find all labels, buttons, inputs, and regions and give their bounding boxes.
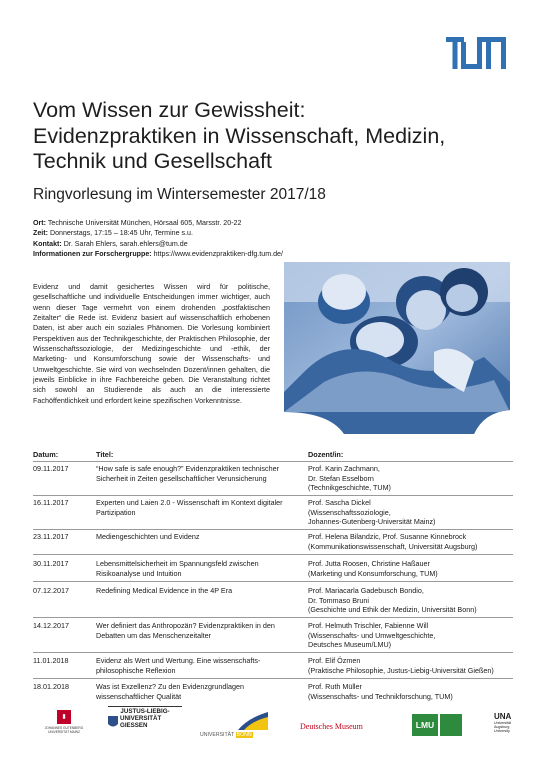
row-date: 14.12.2017: [33, 621, 69, 630]
lecturer-line: (Kommunikationswissenschaft, Universität Augsburg): [308, 541, 478, 551]
title-line: Evidenzpraktiken in Wissenschaft, Medizin,: [33, 123, 446, 148]
lecturer-line: Prof. Sascha Dickel: [308, 498, 371, 507]
augsburg-line: Augsburg: [494, 725, 510, 730]
info-label: Kontakt:: [33, 239, 62, 248]
description: Evidenz und damit gesichertes Wissen wird für politische, gesellschaftliche und individuelle Entscheidungen immer wichtiger, auch wenn dieser Tage vermehrt von einem drohenden „postfaktischen Zeitalter“ die Rede ist. Evidenz basiert auf wissenschaftlich erhobenen Daten, ist aber auch ein soziales Phänomen. Die Vorlesung kombiniert Perspektiven aus der Technikgeschichte, der Praktischen Philosophie, der Wissenschaftssoziologie, der Medizingeschichte und -ethik, der Marketing- und Konsumforschung sowie der Wissenschafts- und Umweltgeschichte. Sie wird von wechselnden Dozent/innen gehalten, die jeweils Einblicke in ihre Fachbereiche geben. Die Veranstaltung richtet sich sowohl an Studierende als auch an die interessierte Fachöffentlichkeit und erfordert keine spezifischen Vorkenntnisse.: [33, 282, 270, 405]
event-info: [33, 218, 283, 260]
lmu-wordmark: [440, 714, 462, 736]
row-date: 18.01.2018: [33, 682, 69, 691]
title-line: Vom Wissen zur Gewissheit:: [33, 98, 306, 122]
lecturer-line: (Praktische Philosophie, Justus-Liebig-Universität Gießen): [308, 665, 494, 675]
mainz-line: UNIVERSITÄT MAINZ: [48, 730, 80, 734]
row-title: “How safe is safe enough?” Evidenzpraktiken technischer Sicherheit in Zeiten gesellschaftlicher Verunsicherung: [96, 464, 279, 483]
bonn-logo: [200, 712, 270, 742]
row-lecturer: [308, 559, 518, 578]
tum-logo: [446, 37, 506, 69]
lecturer-line: (Wissenschafts- und Technikforschung, TUM): [308, 691, 453, 701]
giessen-line: GIESSEN: [120, 721, 148, 729]
lecturer-line: (Geschichte und Ethik der Medizin, Universität Bonn): [308, 605, 477, 615]
info-label: Ort:: [33, 219, 47, 227]
table-divider: [33, 617, 513, 618]
row-lecturer: [308, 464, 518, 493]
lecturer-line: Prof. Helena Bilandzic, Prof. Susanne Kinnebrock: [308, 532, 467, 541]
row-title: Evidenz als Wert und Wertung. Eine wissenschafts-philosophische Reflexion: [96, 656, 261, 675]
row-date: 30.11.2017: [33, 559, 69, 568]
augsburg-line: Universität: [494, 721, 511, 725]
lecturer-line: (Technikgeschichte, TUM): [308, 483, 391, 493]
table-divider: [33, 529, 513, 530]
row-lecturer: [308, 656, 518, 675]
header-lecturer: Dozent/in:: [308, 450, 344, 459]
lecturer-line: Prof. Helmuth Trischler, Fabienne Will: [308, 621, 429, 630]
lecturer-line: Prof. Ruth Müller: [308, 682, 362, 691]
page-subtitle: Ringvorlesung im Wintersemester 2017/18: [33, 186, 326, 203]
row-lecturer: [308, 532, 518, 551]
info-research-group: [33, 249, 283, 259]
row-date: 11.01.2018: [33, 656, 69, 665]
title-line: Technik und Gesellschaft: [33, 149, 273, 173]
bonn-emblem-icon: [238, 712, 268, 730]
augsburg-line: University: [494, 729, 510, 734]
info-contact: [33, 239, 283, 249]
info-label: Zeit:: [33, 229, 48, 238]
info-text: Donnerstags, 17:15 – 18:45 Uhr, Termine s.u.: [47, 229, 193, 238]
lecturer-line: Prof. Elif Özmen: [308, 656, 361, 665]
bonn-line: UNIVERSITÄT: [200, 732, 235, 738]
row-date: 07.12.2017: [33, 586, 69, 595]
table-divider: [33, 495, 513, 496]
giessen-line: UNIVERSITÄT: [120, 715, 162, 722]
lecturer-line: Deutsches Museum/LMU): [308, 640, 392, 650]
row-lecturer: [308, 498, 518, 527]
lecturer-line: (Marketing und Konsumforschung, TUM): [308, 568, 438, 578]
table-divider: [33, 581, 513, 582]
info-text[interactable]: https://www.evidenzpraktiken-dfg.tum.de/: [151, 250, 283, 259]
row-date: 09.11.2017: [33, 464, 69, 473]
row-date: 23.11.2017: [33, 532, 69, 541]
lecturer-line: (Wissenschafts- und Umweltgeschichte,: [308, 630, 436, 640]
lecturer-line: Prof. Karin Zachmann,: [308, 464, 380, 473]
row-date: 16.11.2017: [33, 498, 69, 507]
giessen-title: JUSTUS-LIEBIG-: [108, 706, 182, 715]
info-time: [33, 228, 283, 238]
partner-logos: [0, 700, 544, 760]
giessen-shield-icon: [108, 716, 118, 729]
row-lecturer: [308, 682, 518, 701]
info-text: Technische Universität München, Hörsaal 605, Marsstr. 20-22: [46, 219, 242, 227]
lmu-logo: LMU: [412, 714, 438, 736]
lecturer-line: Prof. Jutta Roosen, Christine Haßauer: [308, 559, 430, 568]
mainz-logo: [44, 710, 84, 734]
lecturer-line: Johannes-Gutenberg-Universität Mainz): [308, 517, 436, 527]
row-title: Lebensmittelsicherheit im Spannungsfeld zwischen Risikoanalyse und Intuition: [96, 559, 259, 578]
row-lecturer: [308, 621, 518, 650]
deutsches-museum-logo: Deutsches Museum: [300, 722, 363, 731]
info-label: Informationen zur Forschergruppe:: [33, 250, 152, 259]
page-title: [33, 98, 523, 175]
mainz-line: JOHANNES GUTENBERG: [44, 726, 84, 730]
lecturer-line: Prof. Mariacarla Gadebusch Bondio,: [308, 586, 424, 595]
giessen-logo: [108, 706, 182, 729]
mainz-emblem-icon: ▮: [57, 710, 71, 724]
table-divider: [33, 461, 513, 462]
table-divider: [33, 678, 513, 679]
row-title: Wer definiert das Anthropozän? Evidenzpraktiken in den Debatten um das Menschenzeitalter: [96, 621, 275, 640]
info-location: [33, 218, 283, 228]
lecturer-line: (Wissenschaftssoziologie,: [308, 507, 391, 517]
header-title: Titel:: [96, 450, 114, 459]
row-lecturer: [308, 586, 518, 615]
augsburg-title: UNA: [494, 712, 512, 721]
info-text[interactable]: Dr. Sarah Ehlers, sarah.ehlers@tum.de: [61, 239, 188, 248]
row-title: Was ist Exzellenz? Zu den Evidenzgrundlagen wissenschaftlicher Qualität: [96, 682, 244, 701]
bonn-line: BONN: [236, 732, 252, 738]
header-date: Datum:: [33, 450, 59, 459]
lecturer-line: Dr. Tommaso Bruni: [308, 595, 369, 605]
mainz-text: [44, 726, 84, 734]
lecturer-line: Dr. Stefan Esselborn: [308, 473, 374, 483]
table-divider: [33, 554, 513, 555]
row-title: Mediengeschichten und Evidenz: [96, 532, 200, 541]
table-divider: [33, 652, 513, 653]
row-title: Experten und Laien 2.0 - Wissenschaft im Kontext digitaler Partizipation: [96, 498, 283, 517]
bonn-text: [200, 732, 253, 738]
row-title: Redefining Medical Evidence in the 4P Era: [96, 586, 233, 595]
painting-image: [284, 262, 510, 434]
augsburg-logo: [494, 712, 524, 734]
